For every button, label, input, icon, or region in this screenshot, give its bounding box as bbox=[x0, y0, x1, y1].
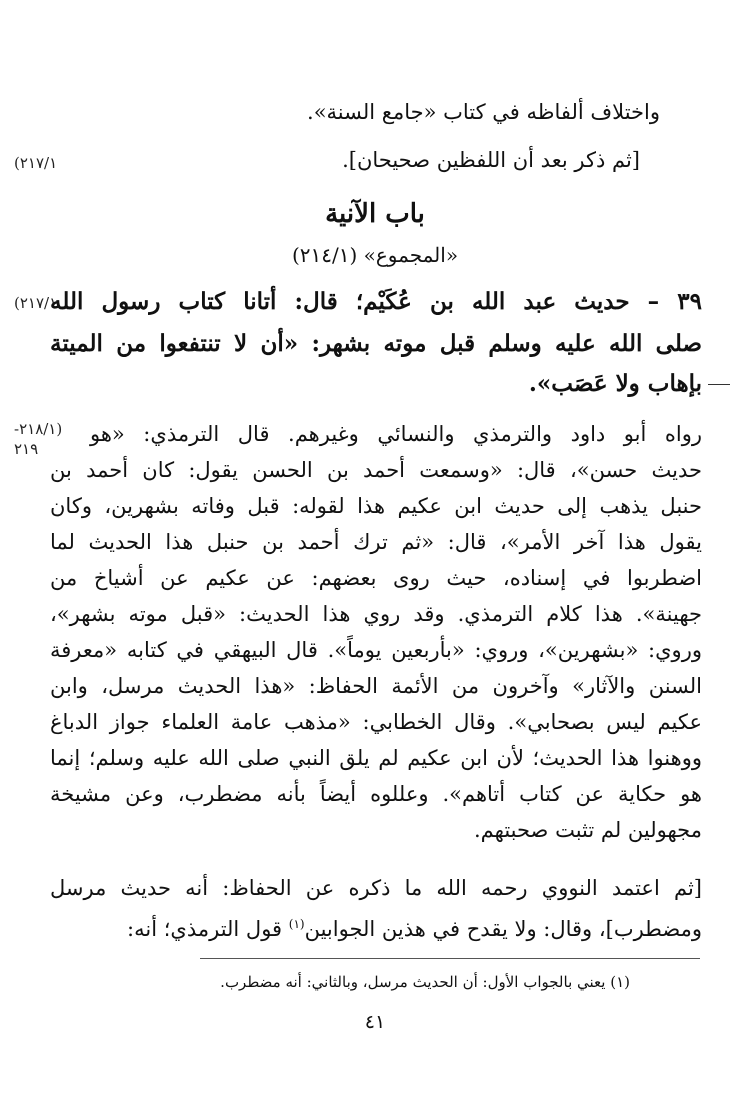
commentary-line: وروي: «بشهرين»، وروي: «بأربعين يوماً». قال البيهقي في كتابه «معرفة bbox=[50, 638, 702, 662]
commentary-line: يقول هذا آخر الأمر»، قال: «ثم ترك أحمد بن حنبل هذا الحديث لما bbox=[50, 530, 702, 554]
commentary-ref: -٢١٨/١) bbox=[14, 420, 63, 438]
commentary-line: رواه أبو داود والترمذي والنسائي وغيرهم. قال الترمذي: «هو bbox=[90, 422, 702, 446]
commentary-ref: ٢١٩ bbox=[14, 440, 39, 458]
commentary-line: عكيم ليس بصحابي». وقال الخطابي: «مذهب عامة العلماء جواز الدباغ bbox=[50, 710, 702, 734]
page-number: ٤١ bbox=[364, 1011, 386, 1033]
commentary-line: هو حكاية عن كتاب أتاهم». وعللوه أيضاً بأنه مضطرب، وعن مشيخة bbox=[50, 782, 702, 806]
hadith-ref: (٢١٧/١ bbox=[14, 294, 58, 312]
chapter-title: باب الآنية bbox=[325, 199, 425, 229]
commentary-line: اضطربوا في إسناده، حيث روى بعضهم: عن عكيم عن أشياخ من bbox=[50, 566, 702, 590]
chapter-source: «المجموع» (٢١٤/١) bbox=[291, 243, 459, 267]
hadith-line: بإهاب ولا عَصَب». bbox=[528, 370, 702, 397]
bracket-note-segment: ومضطرب]، وقال: ولا يقدح في هذين الجوابين bbox=[304, 917, 702, 941]
hadith-line: صلى الله عليه وسلم قبل موته بشهر: «أن لا تنتفعوا من الميتة bbox=[50, 330, 702, 357]
commentary-line: حديث حسن»، قال: «وسمعت أحمد بن الحسن يقول: كان أحمد بن bbox=[50, 458, 702, 482]
footnote-marker: (١) bbox=[288, 917, 305, 931]
commentary-line: مجهولين لم تثبت صحبتهم. bbox=[474, 818, 702, 842]
intro-line: واختلاف ألفاظه في كتاب «جامع السنة». bbox=[307, 100, 660, 124]
bracket-note-line: [ثم اعتمد النووي رحمه الله ما ذكره عن الحفاظ: أنه حديث مرسل bbox=[50, 876, 702, 900]
commentary-line: حنبل يذهب إلى حديث ابن عكيم هذا لقوله: قبل وفاته بشهرين، وكان bbox=[50, 494, 702, 518]
commentary-line: السنن والآثار» وآخرون من الأئمة الحفاظ: «هذا الحديث مرسل، وابن bbox=[50, 674, 702, 698]
hadith-line: ٣٩ – حديث عبد الله بن عُكَيْم؛ قال: أتانا كتاب رسول الله bbox=[50, 288, 702, 315]
commentary-line: ووهنوا هذا الحديث؛ لأن ابن عكيم لم يلق النبي صلى الله عليه وسلم؛ إنما bbox=[50, 746, 702, 770]
note1-ref: (٢١٧/١ bbox=[14, 154, 58, 172]
commentary-line: جهينة». هذا كلام الترمذي. وقد روي هذا الحديث: «قبل موته بشهر»، bbox=[50, 602, 702, 626]
margin-dash bbox=[708, 384, 730, 385]
bracket-note-line bbox=[50, 908, 702, 945]
footnote-separator bbox=[200, 958, 700, 959]
note1-text: [ثم ذكر بعد أن اللفظين صحيحان]. bbox=[342, 148, 640, 172]
bracket-note-segment: قول الترمذي؛ أنه: bbox=[127, 917, 283, 941]
footnote: (١) يعني بالجواب الأول: أن الحديث مرسل، وبالثاني: أنه مضطرب. bbox=[220, 973, 630, 991]
